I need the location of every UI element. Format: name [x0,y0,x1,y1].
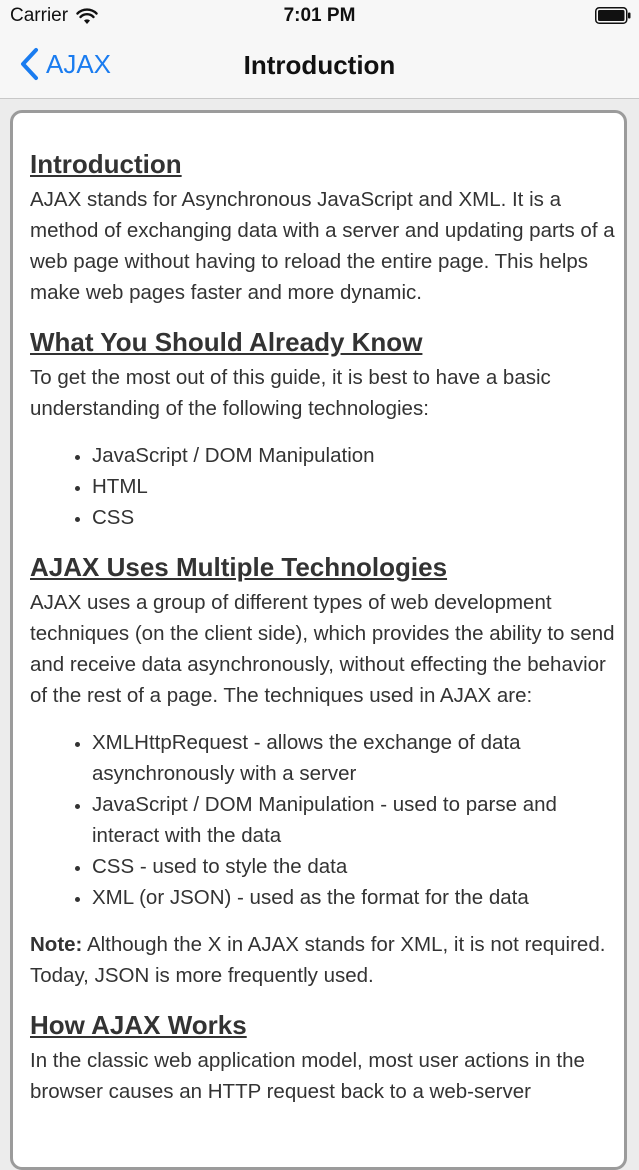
note-label: Note: [30,933,83,956]
note-paragraph [30,929,615,991]
tech-paragraph: AJAX uses a group of different types of web development techniques (on the client side), which provides the ability to send and receive data asynchronously, without effecting the behavior of the rest of a page. The techniques used in AJAX are: [30,591,615,707]
heading-prerequisites: What You Should Already Know [30,327,423,357]
list-item: • CSS [92,502,615,533]
note-text: Although the X in AJAX stands for XML, it is not required. Today, JSON is more frequently used. [30,933,606,987]
back-button-label: AJAX [46,48,112,79]
prereq-list [30,440,615,533]
status-bar [0,0,639,32]
heading-technologies: AJAX Uses Multiple Technologies [30,552,448,582]
list-item: • XML (or JSON) - used as the format for the data [92,882,615,913]
intro-paragraph: AJAX stands for Asynchronous JavaScript and XML. It is a method of exchanging data with a server and updating parts of a web page without having to reload the entire page. This helps make web pages faster and more dynamic. [30,188,615,304]
how-paragraph: In the classic web application model, most user actions in the browser causes an HTTP request back to a web-server [30,1049,585,1103]
list-item: • JavaScript / DOM Manipulation [92,440,615,471]
list-item: • JavaScript / DOM Manipulation - used to parse and interact with the data [92,789,615,851]
article-content [30,146,615,1107]
heading-how-ajax-works: How AJAX Works [30,1010,247,1040]
content-webview[interactable] [10,110,627,1170]
list-item: • XMLHttpRequest - allows the exchange of data asynchronously with a server [92,727,615,789]
carrier-label: Carrier [10,5,69,26]
list-item: • CSS - used to style the data [92,851,615,882]
navigation-bar [0,32,639,99]
battery-full-icon [595,7,631,24]
heading-introduction: Introduction [30,149,182,179]
status-time: 7:01 PM [283,5,356,26]
prereq-paragraph: To get the most out of this guide, it is best to have a basic understanding of the following technologies: [30,366,551,420]
tech-list [30,727,615,913]
list-item: • HTML [92,471,615,502]
page-title: Introduction [243,50,396,80]
